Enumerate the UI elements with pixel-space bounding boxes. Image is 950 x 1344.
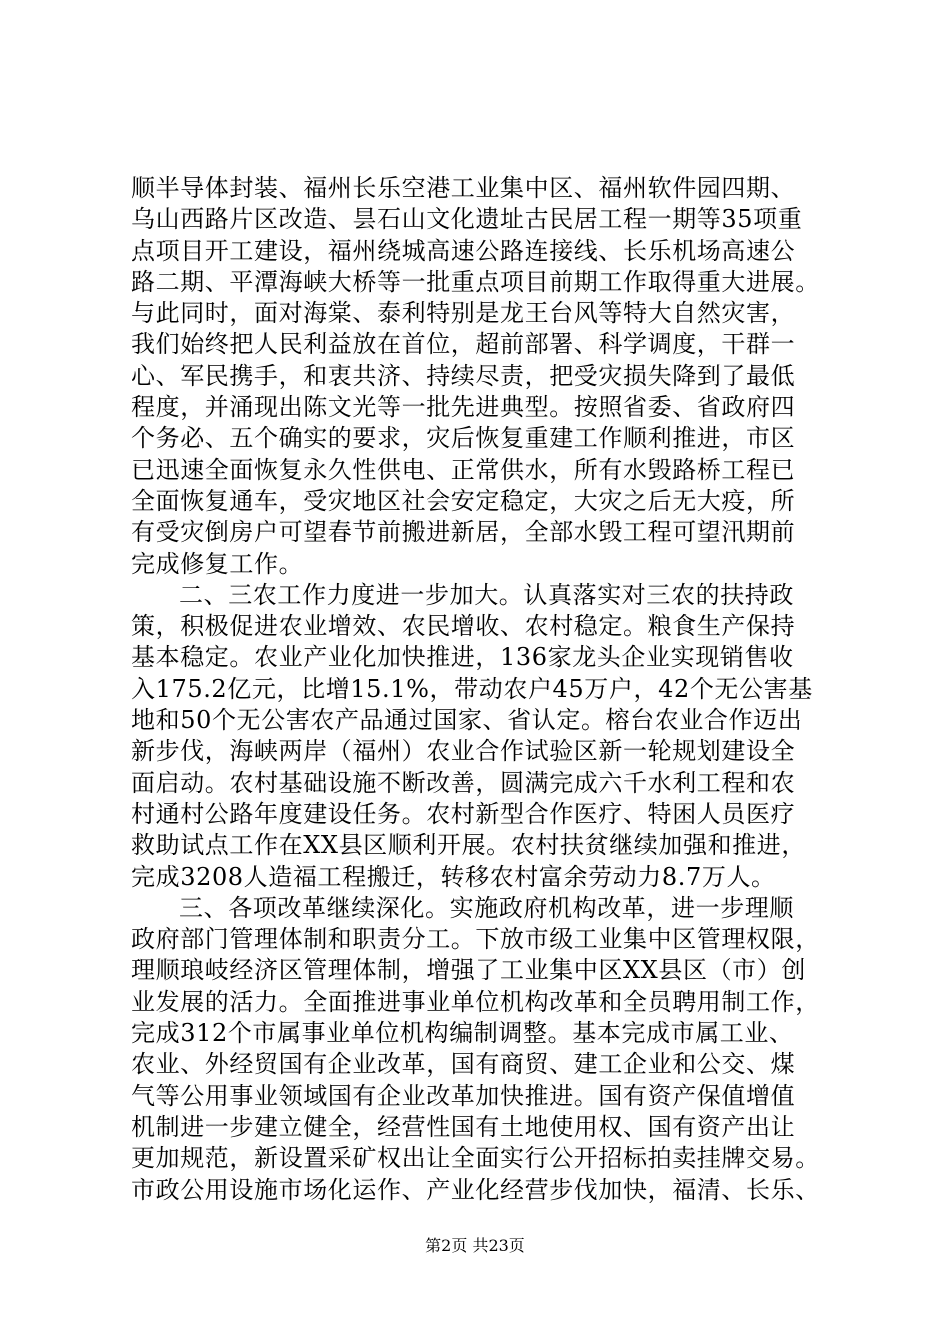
text-line: 市政公用设施市场化运作、产业化经营步伐加快，福清、长乐、 (131, 1175, 820, 1204)
text-line: 完成3208人造福工程搬迁，转移农村富余劳动力8.7万人。 (131, 862, 776, 891)
text-line: 地和50个无公害农产品通过国家、省认定。榕台农业合作迈出 (131, 706, 803, 735)
body-text (131, 173, 871, 1206)
text-line: 农业、外经贸国有企业改革，国有商贸、建工企业和公交、煤 (131, 1050, 796, 1079)
text-line: 与此同时，面对海棠、泰利特别是龙王台风等特大自然灾害， (131, 299, 796, 328)
text-line: 程度，并涌现出陈文光等一批先进典型。按照省委、省政府四 (131, 393, 796, 422)
text-line: 策，积极促进农业增效、农民增收、农村稳定。粮食生产保持 (131, 612, 796, 641)
text-line: 心、军民携手，和衷共济、持续尽责，把受灾损失降到了最低 (131, 361, 796, 390)
text-line: 村通村公路年度建设任务。农村新型合作医疗、特困人员医疗 (131, 799, 796, 828)
text-line: 入175.2亿元，比增15.1%，带动农户45万户，42个无公害基 (131, 674, 813, 703)
text-line: 气等公用事业领域国有企业改革加快推进。国有资产保值增值 (131, 1081, 796, 1110)
text-line: 面启动。农村基础设施不断改善，圆满完成六千水利工程和农 (131, 768, 796, 797)
text-line: 我们始终把人民利益放在首位，超前部署、科学调度，干群一 (131, 330, 796, 359)
text-line: 已迅速全面恢复永久性供电、正常供水，所有水毁路桥工程已 (131, 455, 796, 484)
text-line: 新步伐，海峡两岸（福州）农业合作试验区新一轮规划建设全 (131, 737, 796, 766)
text-line: 完成312个市属事业单位机构编制调整。基本完成市属工业、 (131, 1019, 794, 1048)
text-line: 点项目开工建设，福州绕城高速公路连接线、长乐机场高速公 (131, 236, 796, 265)
text-line: 理顺琅岐经济区管理体制，增强了工业集中区XX县区（市）创 (131, 956, 806, 985)
paragraph-start-line: 三、各项改革继续深化。实施政府机构改革，进一步理顺 (179, 893, 794, 922)
text-line: 更加规范，新设置采矿权出让全面实行公开招标拍卖挂牌交易。 (131, 1144, 820, 1173)
text-line: 全面恢复通车，受灾地区社会安定稳定，大灾之后无大疫，所 (131, 486, 796, 515)
page-number-footer: 第2页 共23页 (425, 1236, 525, 1255)
text-line: 政府部门管理体制和职责分工。下放市级工业集中区管理权限， (131, 925, 820, 954)
text-line: 路二期、平潭海峡大桥等一批重点项目前期工作取得重大进展。 (131, 267, 820, 296)
text-line: 机制进一步建立健全，经营性国有土地使用权、国有资产出让 (131, 1112, 796, 1141)
text-line: 乌山西路片区改造、昙石山文化遗址古民居工程一期等35项重 (131, 205, 803, 234)
text-line: 基本稳定。农业产业化加快推进，136家龙头企业实现销售收 (131, 643, 794, 672)
text-line: 业发展的活力。全面推进事业单位机构改革和全员聘用制工作， (131, 987, 820, 1016)
paragraph-start-line: 二、三农工作力度进一步加大。认真落实对三农的扶持政 (179, 580, 794, 609)
text-line: 有受灾倒房户可望春节前搬进新居，全部水毁工程可望汛期前 (131, 518, 796, 547)
text-line: 顺半导体封装、福州长乐空港工业集中区、福州软件园四期、 (131, 174, 796, 202)
text-line: 完成修复工作。 (131, 549, 304, 578)
text-line: 救助试点工作在XX县区顺利开展。农村扶贫继续加强和推进， (131, 831, 806, 860)
text-line: 个务必、五个确实的要求，灾后恢复重建工作顺利推进，市区 (131, 424, 796, 453)
